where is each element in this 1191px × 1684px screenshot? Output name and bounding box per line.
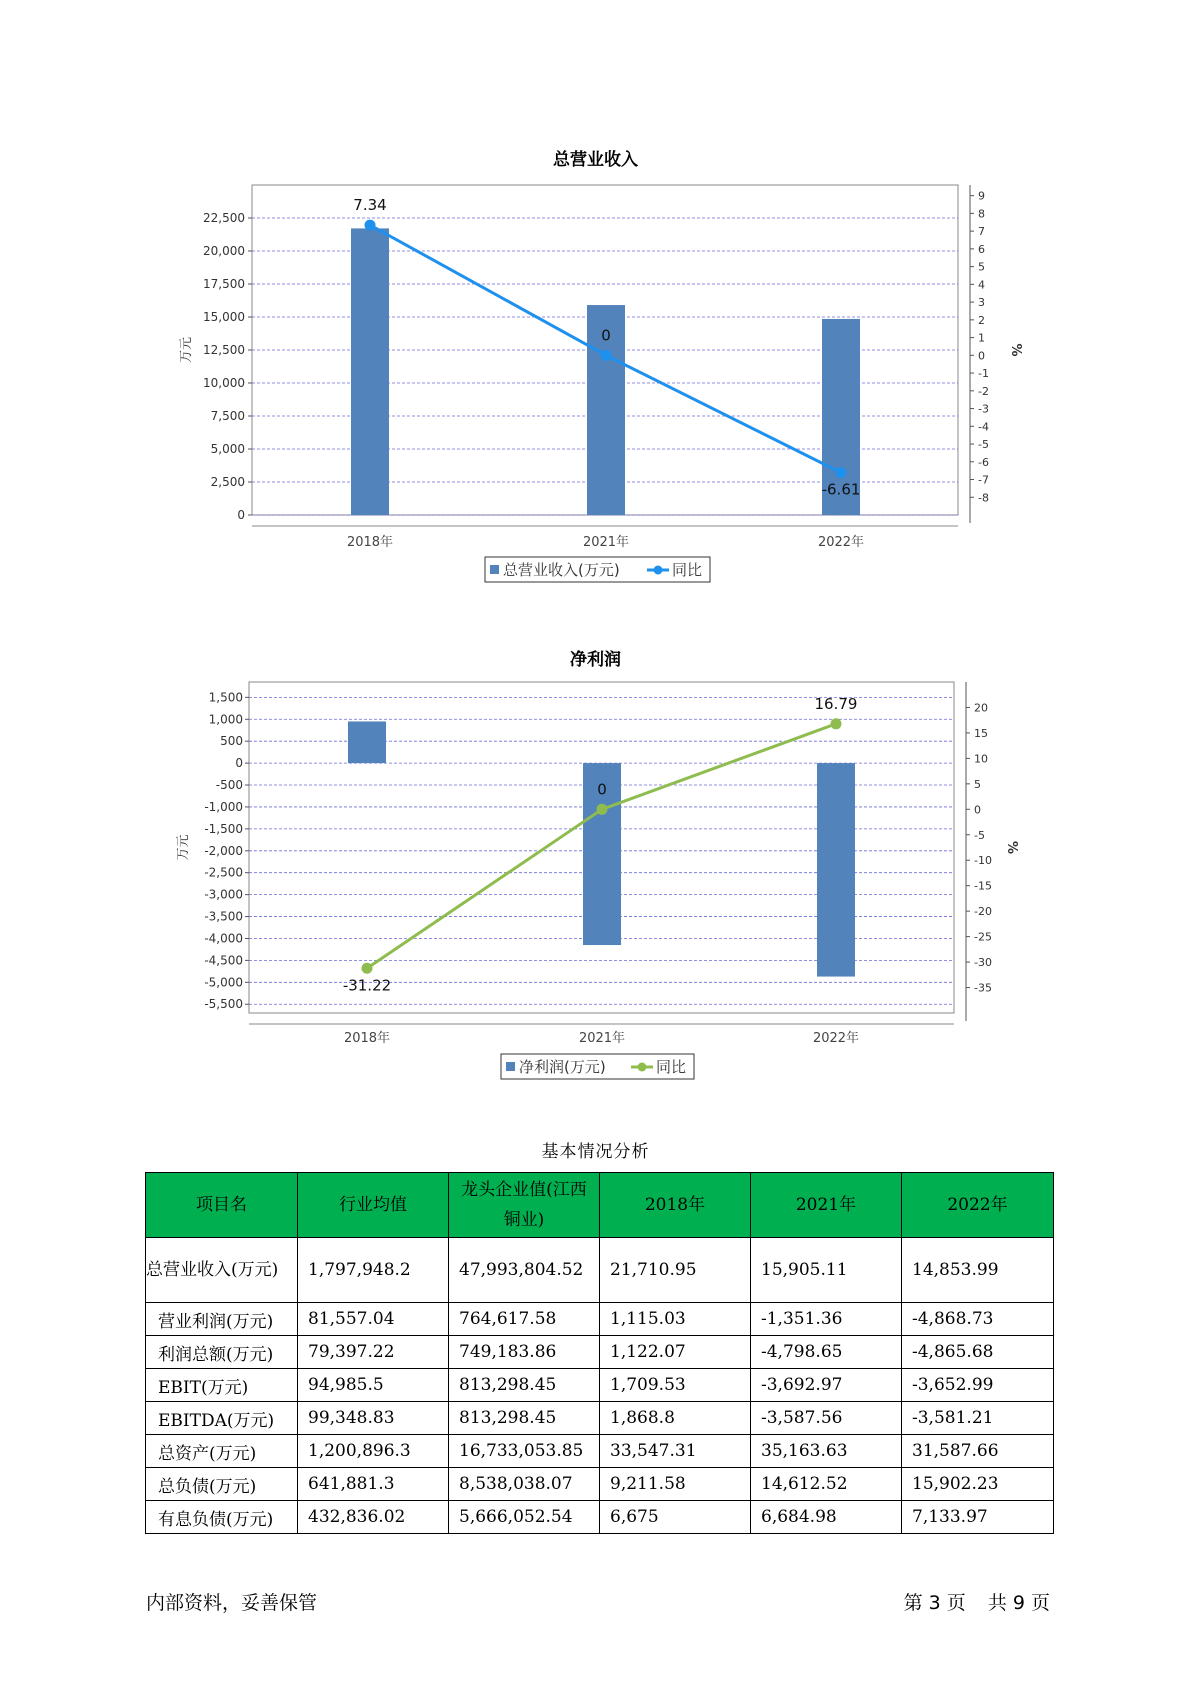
- total-prefix: 共: [987, 1592, 1007, 1614]
- y-left-tick-label: 20,000: [203, 244, 245, 258]
- table-cell: 813,298.45: [449, 1369, 600, 1402]
- table-cell: 79,397.22: [298, 1336, 449, 1369]
- table-cell: 764,617.58: [449, 1303, 600, 1336]
- y-right-tick-label: -35: [974, 981, 992, 995]
- header-2021: 2021年: [751, 1173, 902, 1238]
- row-label-cell: 有息负债(万元): [146, 1501, 298, 1534]
- y-left-tick-label: 0: [237, 508, 245, 522]
- y-right-tick-label: -2: [978, 384, 989, 398]
- y-left-tick-label: 2,500: [210, 475, 245, 489]
- table-cell: 47,993,804.52: [449, 1238, 600, 1303]
- y-left-tick-label: 22,500: [203, 211, 245, 225]
- x-category-label: 2022年: [812, 1031, 860, 1046]
- y-right-tick-label: 0: [974, 803, 981, 817]
- yoy-data-label: -31.22: [342, 976, 392, 995]
- y-right-tick-label: 10: [974, 752, 988, 766]
- y-right-tick-label: 20: [974, 701, 988, 715]
- table-cell: -4,868.73: [902, 1303, 1054, 1336]
- legend-bar-label: 净利润(万元): [519, 1058, 606, 1076]
- y-left-tick-label: -5,000: [204, 975, 243, 990]
- table-cell: 94,985.5: [298, 1369, 449, 1402]
- header-industry-average: 行业均值: [298, 1173, 449, 1238]
- table-cell: 9,211.58: [600, 1468, 751, 1501]
- y-left-tick-label: -4,000: [204, 931, 243, 946]
- legend-line-label: 同比: [656, 1058, 687, 1076]
- y-left-tick-label: 7,500: [210, 409, 245, 423]
- table-cell: 749,183.86: [449, 1336, 600, 1369]
- x-category-label: 2022年: [817, 535, 865, 550]
- y-left-axis-title: 万元: [176, 834, 191, 861]
- table-cell: 14,612.52: [751, 1468, 902, 1501]
- y-right-tick-label: -25: [974, 930, 992, 944]
- table-cell: 35,163.63: [751, 1435, 902, 1468]
- table-cell: -3,587.56: [751, 1402, 902, 1435]
- page-total: 9: [1012, 1592, 1025, 1614]
- header-2018: 2018年: [600, 1173, 751, 1238]
- y-left-tick-label: -2,000: [204, 843, 243, 858]
- y-left-tick-label: -5,500: [204, 997, 243, 1012]
- y-right-tick-label: -30: [974, 956, 992, 970]
- header-item-name: 项目名: [146, 1173, 298, 1238]
- table-cell: 1,200,896.3: [298, 1435, 449, 1468]
- page-current: 3: [928, 1592, 941, 1614]
- table-cell: 5,666,052.54: [449, 1501, 600, 1534]
- table-cell: -4,798.65: [751, 1336, 902, 1369]
- y-right-tick-label: -1: [978, 367, 989, 381]
- table-cell: -3,581.21: [902, 1402, 1054, 1435]
- table-cell: 15,902.23: [902, 1468, 1054, 1501]
- legend-bar-swatch: [490, 565, 499, 574]
- bar-2022年: [817, 763, 855, 976]
- table-cell: -1,351.36: [751, 1303, 902, 1336]
- table-cell: 1,797,948.2: [298, 1238, 449, 1303]
- y-left-tick-label: 1,000: [208, 712, 243, 727]
- page-word: 页: [946, 1592, 966, 1614]
- row-label-cell: 利润总额(万元): [146, 1336, 298, 1369]
- y-right-tick-label: 4: [978, 278, 985, 292]
- chart-title-net-profit: 净利润: [570, 650, 621, 670]
- y-right-tick-label: -15: [974, 879, 992, 893]
- row-label-cell: 总资产(万元): [146, 1435, 298, 1468]
- y-left-tick-label: 12,500: [203, 343, 245, 357]
- y-right-tick-label: 1: [978, 331, 985, 345]
- yoy-point: [597, 804, 608, 815]
- y-right-tick-label: 5: [978, 260, 985, 274]
- y-left-tick-label: 1,500: [208, 690, 243, 705]
- table-cell: 99,348.83: [298, 1402, 449, 1435]
- y-left-tick-label: -3,000: [204, 887, 243, 902]
- y-right-tick-label: 15: [974, 726, 988, 740]
- row-label-cell: EBITDA(万元): [146, 1402, 298, 1435]
- yoy-point: [831, 718, 842, 729]
- y-left-tick-label: -2,500: [204, 865, 243, 880]
- legend-line-marker: [638, 1063, 647, 1072]
- legend-line-marker: [654, 566, 663, 575]
- page-prefix: 第: [903, 1592, 923, 1614]
- header-leader-value: 龙头企业值(江西铜业): [449, 1173, 600, 1238]
- y-right-tick-label: -4: [978, 420, 989, 434]
- table-cell: 7,133.97: [902, 1501, 1054, 1534]
- yoy-data-label: 0: [601, 326, 611, 345]
- table-cell: 6,675: [600, 1501, 751, 1534]
- y-right-tick-label: -20: [974, 905, 992, 919]
- table-cell: 81,557.04: [298, 1303, 449, 1336]
- table-row: [146, 1336, 1054, 1369]
- header-2022: 2022年: [902, 1173, 1054, 1238]
- y-left-tick-label: -3,500: [204, 909, 243, 924]
- yoy-point: [836, 467, 847, 478]
- yoy-point: [362, 963, 373, 974]
- y-right-tick-label: -7: [978, 473, 989, 487]
- table-cell: 1,115.03: [600, 1303, 751, 1336]
- table-cell: 432,836.02: [298, 1501, 449, 1534]
- yoy-point: [601, 350, 612, 361]
- bar-2018年: [348, 721, 386, 763]
- y-right-axis-title: %: [1008, 343, 1023, 357]
- yoy-point: [365, 220, 376, 231]
- y-right-tick-label: -8: [978, 491, 989, 505]
- table-row: [146, 1402, 1054, 1435]
- y-left-tick-label: 500: [220, 734, 243, 749]
- y-right-tick-label: 5: [974, 777, 981, 791]
- table-cell: -4,865.68: [902, 1336, 1054, 1369]
- y-right-tick-label: 2: [978, 313, 985, 327]
- table-cell: 31,587.66: [902, 1435, 1054, 1468]
- net-profit-chart: [0, 670, 1191, 1100]
- x-category-label: 2021年: [582, 535, 630, 550]
- y-right-tick-label: 3: [978, 296, 985, 310]
- y-left-tick-label: -4,500: [204, 953, 243, 968]
- table-row: [146, 1303, 1054, 1336]
- y-left-tick-label: 5,000: [210, 442, 245, 456]
- row-label-cell: EBIT(万元): [146, 1369, 298, 1402]
- table-cell: 641,881.3: [298, 1468, 449, 1501]
- table-cell: 6,684.98: [751, 1501, 902, 1534]
- y-left-axis-title: 万元: [179, 336, 194, 364]
- x-category-label: 2018年: [346, 535, 394, 550]
- x-category-label: 2021年: [578, 1031, 626, 1046]
- y-right-axis-title: %: [1004, 840, 1019, 855]
- table-cell: 14,853.99: [902, 1238, 1054, 1303]
- table-cell: 1,868.8: [600, 1402, 751, 1435]
- y-right-tick-label: -5: [978, 438, 989, 452]
- yoy-data-label: -6.61: [821, 480, 861, 499]
- yoy-data-label: 7.34: [353, 196, 387, 215]
- table-cell: 813,298.45: [449, 1402, 600, 1435]
- bar-2018年: [351, 228, 389, 515]
- y-left-tick-label: 10,000: [203, 376, 245, 390]
- table-header-row: [146, 1173, 1054, 1238]
- table-cell: 1,122.07: [600, 1336, 751, 1369]
- legend-bar-label: 总营业收入(万元): [503, 561, 620, 579]
- row-label-cell: 总营业收入(万元): [146, 1238, 298, 1303]
- y-left-tick-label: 17,500: [203, 277, 245, 291]
- y-left-tick-label: -500: [215, 778, 243, 793]
- y-right-tick-label: 6: [978, 242, 985, 256]
- footer-page-number: [901, 1588, 1053, 1615]
- y-right-tick-label: 7: [978, 225, 985, 239]
- y-right-tick-label: -3: [978, 402, 989, 416]
- x-category-label: 2018年: [343, 1031, 391, 1046]
- table-row: [146, 1435, 1054, 1468]
- table-row: [146, 1501, 1054, 1534]
- table-cell: 15,905.11: [751, 1238, 902, 1303]
- table-cell: 21,710.95: [600, 1238, 751, 1303]
- y-right-tick-label: 8: [978, 207, 985, 221]
- y-right-tick-label: 9: [978, 189, 985, 203]
- row-label-cell: 营业利润(万元): [146, 1303, 298, 1336]
- table-cell: 33,547.31: [600, 1435, 751, 1468]
- y-left-tick-label: -1,500: [204, 821, 243, 836]
- yoy-data-label: 16.79: [814, 694, 858, 713]
- row-label-cell: 总负债(万元): [146, 1468, 298, 1501]
- table-row: [146, 1369, 1054, 1402]
- chart-title-revenue: 总营业收入: [553, 150, 638, 170]
- y-left-tick-label: 0: [235, 756, 243, 771]
- basic-analysis-table: [145, 1172, 1054, 1534]
- y-left-tick-label: -1,000: [204, 799, 243, 814]
- y-right-tick-label: -10: [974, 854, 992, 868]
- table-cell: -3,652.99: [902, 1369, 1054, 1402]
- table-cell: 1,709.53: [600, 1369, 751, 1402]
- table-cell: 8,538,038.07: [449, 1468, 600, 1501]
- table-title: 基本情况分析: [541, 1142, 650, 1162]
- legend-line-label: 同比: [672, 561, 703, 579]
- y-right-tick-label: -6: [978, 455, 989, 469]
- y-left-tick-label: 15,000: [203, 310, 245, 324]
- footer-confidential-note: 内部资料，妥善保管: [146, 1592, 318, 1614]
- revenue-chart: [0, 170, 1191, 600]
- y-right-tick-label: -5: [974, 828, 985, 842]
- table-row: [146, 1468, 1054, 1501]
- table-cell: -3,692.97: [751, 1369, 902, 1402]
- yoy-data-label: 0: [597, 780, 607, 799]
- table-cell: 16,733,053.85: [449, 1435, 600, 1468]
- y-right-tick-label: 0: [978, 349, 985, 363]
- table-row: [146, 1238, 1054, 1303]
- total-word: 页: [1030, 1592, 1050, 1614]
- legend-bar-swatch: [506, 1062, 515, 1071]
